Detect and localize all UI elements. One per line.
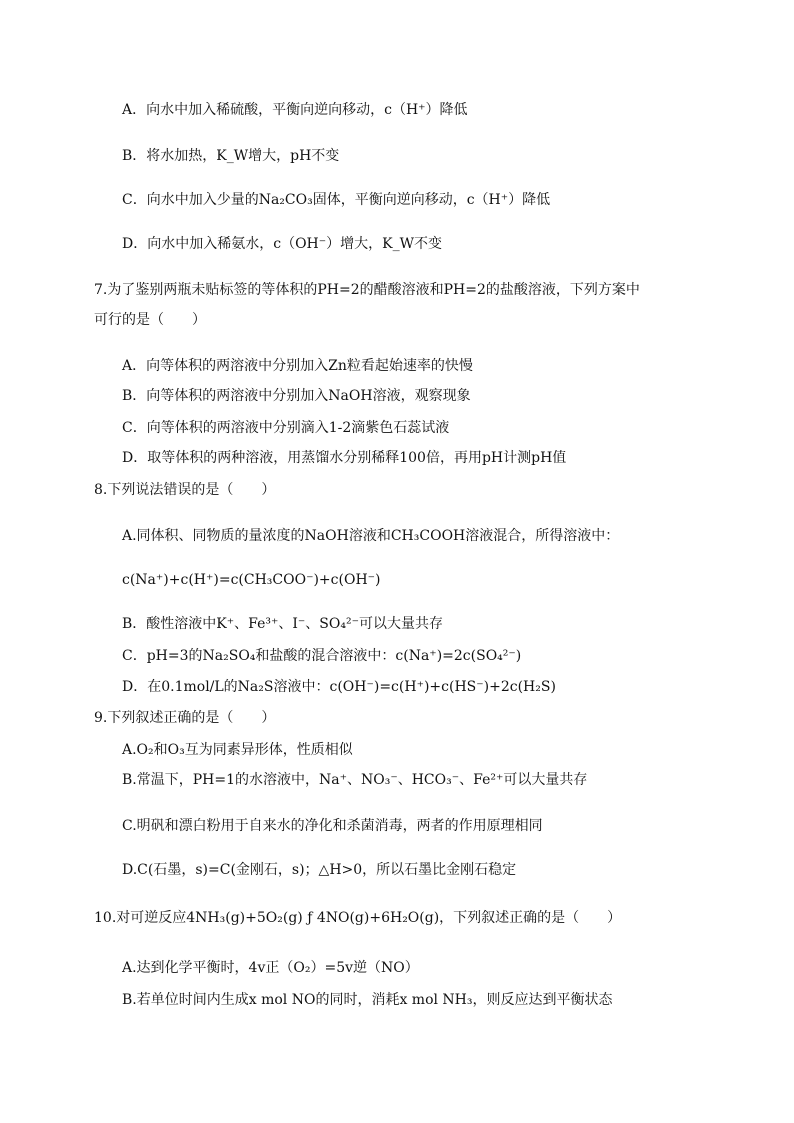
q9-option-a: A.O₂和O₃互为同素异形体，性质相似 [122, 742, 353, 758]
q9-option-b: B.常温下，PH=1的水溶液中，Na⁺、NO₃⁻、HCO₃⁻、Fe²⁺可以大量共存 [122, 772, 588, 788]
q9-option-d: D.C(石墨，s)=C(金刚石，s)；△H>0，所以石墨比金刚石稳定 [122, 862, 517, 878]
q9-stem: 9.下列叙述正确的是（ ） [94, 710, 276, 726]
q8-option-d: D．在0.1mol/L的Na₂S溶液中：c(OH⁻)=c(H⁺)+c(HS⁻)+2c(H₂S) [122, 679, 556, 695]
q10-option-b: B.若单位时间内生成x mol NO的同时，消耗x mol NH₃，则反应达到平衡状态 [122, 992, 613, 1008]
q6-option-d: D．向水中加入稀氨水，c（OH⁻）增大，K_W不变 [122, 236, 442, 252]
q7-stem-cont: 可行的是（ ） [94, 312, 206, 328]
q10-option-a: A.达到化学平衡时，4v正（O₂）=5v逆（NO） [122, 960, 419, 976]
q8-option-a-equation: c(Na⁺)+c(H⁺)=c(CH₃COO⁻)+c(OH⁻) [122, 572, 381, 588]
q6-option-a: A．向水中加入稀硫酸，平衡向逆向移动，c（H⁺）降低 [122, 102, 468, 118]
q7-stem: 7.为了鉴别两瓶未贴标签的等体积的PH=2的醋酸溶液和PH=2的盐酸溶液，下列方案中 [94, 282, 640, 298]
q8-option-b: B．酸性溶液中K⁺、Fe³⁺、I⁻、SO₄²⁻可以大量共存 [122, 616, 443, 632]
q7-option-d: D．取等体积的两种溶液，用蒸馏水分别稀释100倍，再用pH计测pH值 [122, 450, 567, 466]
q10-stem: 10.对可逆反应4NH₃(g)+5O₂(g) ƒ 4NO(g)+6H₂O(g)，下列叙述正确的是（ ） [94, 910, 622, 926]
q9-option-c: C.明矾和漂白粉用于自来水的净化和杀菌消毒，两者的作用原理相同 [122, 818, 543, 834]
q8-stem: 8.下列说法错误的是（ ） [94, 482, 276, 498]
q7-option-a: A．向等体积的两溶液中分别加入Zn粒看起始速率的快慢 [122, 358, 473, 374]
q8-option-a: A.同体积、同物质的量浓度的NaOH溶液和CH₃COOH溶液混合，所得溶液中： [122, 528, 620, 544]
q6-option-c: C．向水中加入少量的Na₂CO₃固体，平衡向逆向移动，c（H⁺）降低 [122, 192, 551, 208]
q7-option-c: C．向等体积的两溶液中分别滴入1-2滴紫色石蕊试液 [122, 420, 450, 436]
q7-option-b: B．向等体积的两溶液中分别加入NaOH溶液，观察现象 [122, 388, 471, 404]
q8-option-c: C．pH=3的Na₂SO₄和盐酸的混合溶液中：c(Na⁺)=2c(SO₄²⁻) [122, 648, 522, 664]
q6-option-b: B．将水加热，K_W增大，pH不变 [122, 148, 340, 164]
